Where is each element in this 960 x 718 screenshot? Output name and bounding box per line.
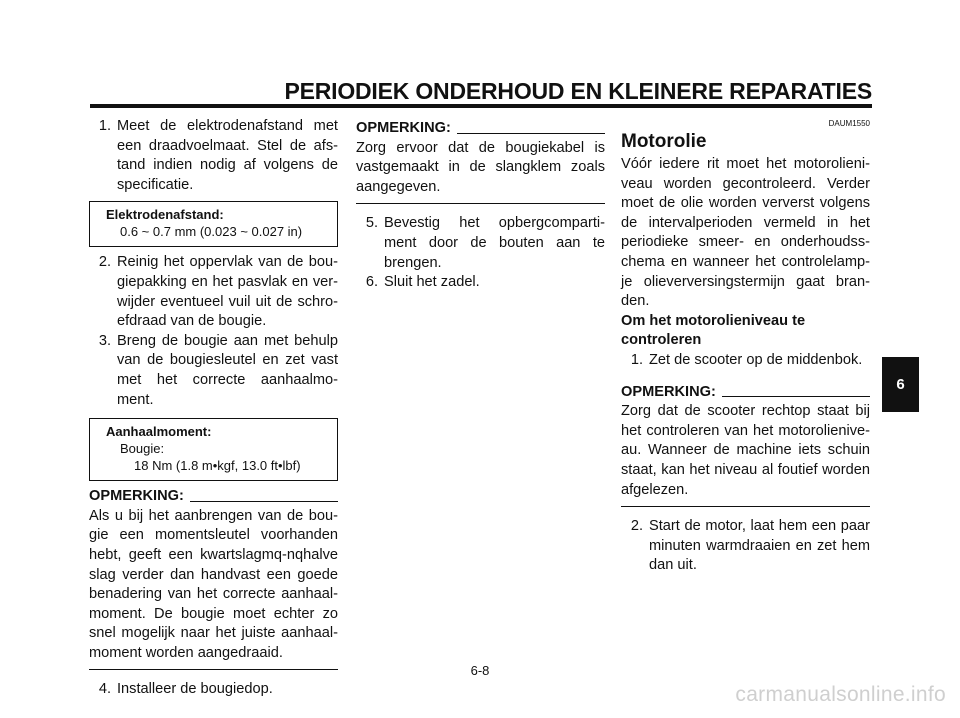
section-code: DAUM1550 — [828, 119, 870, 128]
spec-value: 18 Nm (1.8 m•kgf, 13.0 ft•lbf) — [134, 458, 301, 474]
watermark: carmanualsonline.info — [735, 683, 946, 706]
step-1 — [89, 117, 338, 195]
step-number: 6. — [365, 274, 378, 291]
note-rule — [457, 133, 605, 134]
step-6 — [356, 273, 605, 293]
note-rule — [722, 396, 870, 397]
note-rule — [190, 501, 338, 502]
step-number: 2. — [630, 518, 643, 535]
note-heading — [621, 383, 870, 403]
column-left — [89, 117, 338, 700]
column-middle — [356, 117, 605, 293]
spec-title: Elektrodenafstand: — [106, 207, 224, 223]
spec-title: Aanhaalmoment: — [106, 424, 212, 440]
step-number: 1. — [98, 118, 111, 134]
note-heading — [356, 119, 605, 139]
note-label: OPMERKING: — [89, 488, 184, 505]
step-number: 3. — [98, 332, 111, 349]
spec-box-torque — [89, 418, 338, 481]
spec-subtitle: Bougie: — [120, 441, 165, 457]
note-end-rule — [356, 203, 605, 204]
step-number: 4. — [98, 681, 111, 698]
step-4 — [89, 680, 338, 700]
page-number: 6-8 — [470, 663, 490, 678]
step-text: Start de motor, laat hem een paar minuten warmdraaien en zet hem dan uit. — [649, 518, 870, 574]
step-number: 5. — [365, 215, 378, 232]
section-title: Motorolie — [621, 131, 707, 152]
note-heading — [89, 487, 338, 507]
header-rule — [90, 104, 872, 108]
note-text: Zorg dat de scooter rechtop staat bij het controleren van het motorolienive-au. Wanneer de machine iets schuin staat, kan het niveau al foutief worden afgelezen. — [621, 403, 870, 498]
spec-box-electrode-gap — [89, 201, 338, 247]
page-title: PERIODIEK ONDERHOUD EN KLEINERE REPARATIES — [284, 78, 872, 104]
step-2 — [621, 517, 870, 576]
note-end-rule — [621, 506, 870, 507]
step-3 — [89, 332, 338, 410]
section-subtitle: Om het motorolieniveau te controleren — [621, 312, 806, 349]
step-text: Bevestig het opbergcomparti-ment door de bouten aan te brengen. — [384, 215, 605, 271]
step-2 — [89, 253, 338, 331]
note-text: Zorg ervoor dat de bougiekabel is vastgemaakt in de slangklem zoals aangegeven. — [356, 139, 605, 195]
step-1 — [621, 351, 870, 371]
section-intro: Vóór iedere rit moet het motorolieni-veau worden gecontroleerd. Verder moet de olie worden ververst volgens de intervalperioden vermeld in het periodieke smeer- en onderhoudss-chema en wanneer het controlelamp-je olieverversingstermijn gaat bran-den. — [621, 156, 870, 310]
step-text: Meet de elektrodenafstand met een draadvoelmaat. Stel de afs-tand indien nodig af volgens de specificatie. — [117, 118, 338, 193]
chapter-tab: 6 — [882, 357, 919, 412]
step-text: Zet de scooter op de middenbok. — [649, 351, 863, 368]
column-right — [621, 117, 870, 576]
spec-value: 0.6 ~ 0.7 mm (0.023 ~ 0.027 in) — [120, 224, 303, 240]
note-text: Als u bij het aanbrengen van de bou-gie een momentsleutel voorhanden hebt, geeft een kwartslagmq-nqhalve slag verder dan handvast een goede benadering van het correcte aanhaal-moment. De bougie moet echter zo snel mogelijk naar het juiste aanhaal-moment worden aangedraaid. — [89, 507, 338, 661]
note-label: OPMERKING: — [356, 120, 451, 136]
step-number: 1. — [630, 351, 643, 368]
note-label: OPMERKING: — [621, 383, 716, 400]
step-text: Installeer de bougiedop. — [117, 681, 273, 698]
step-text: Reinig het oppervlak van de bou-giepakking en het pasvlak en ver-wijder eventueel vuil uit de schro-efdraad van de bougie. — [117, 254, 338, 330]
step-5 — [356, 214, 605, 273]
step-text: Breng de bougie aan met behulp van de bougiesleutel en zet vast met het correcte aanhaalmo-ment. — [117, 332, 338, 408]
step-number: 2. — [98, 254, 111, 271]
step-text: Sluit het zadel. — [384, 274, 480, 291]
